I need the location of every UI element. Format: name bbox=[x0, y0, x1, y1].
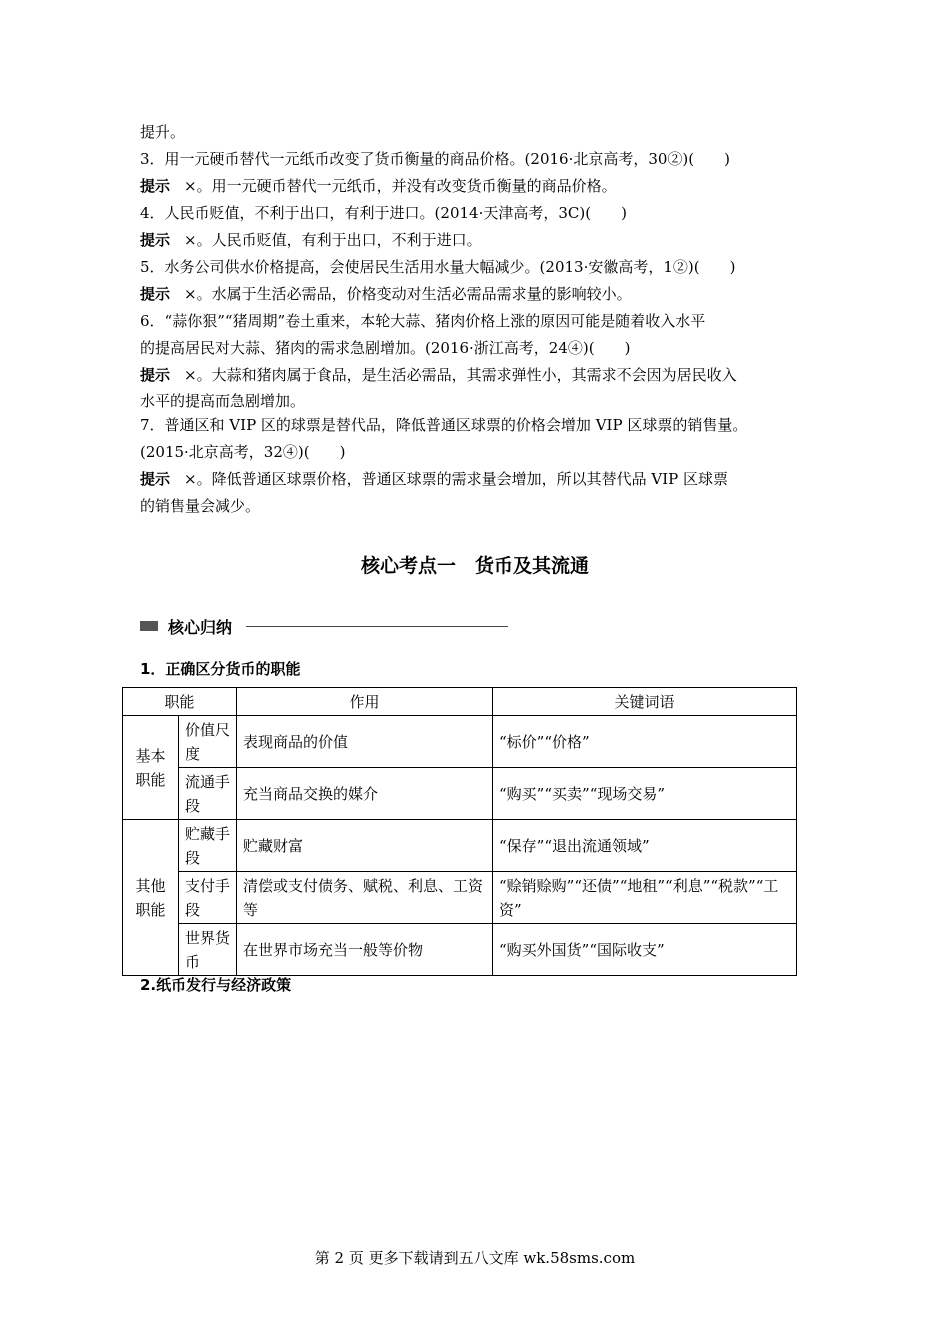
tip-label: 提示 bbox=[140, 366, 171, 384]
role-cell: 在世界市场充当一般等价物 bbox=[237, 924, 493, 976]
subtitle-money-functions: 1．正确区分货币的职能 bbox=[140, 660, 301, 678]
function-cell: 价值尺度 bbox=[179, 716, 237, 768]
page-footer: 第 2 页 更多下载请到五八文库 wk.58sms.com bbox=[314, 1249, 636, 1267]
tip-label: 提示 bbox=[140, 470, 171, 488]
intro-line: 提升。 bbox=[140, 123, 186, 141]
role-cell: 清偿或支付债务、赋税、利息、工资等 bbox=[237, 872, 493, 924]
keywords-cell: “购买”“买卖”“现场交易” bbox=[493, 768, 797, 820]
keywords-cell: “赊销赊购”“还债”“地租”“利息”“税款”“工资” bbox=[493, 872, 797, 924]
role-cell: 贮藏财富 bbox=[237, 820, 493, 872]
question-4: 4．人民币贬值，不利于出口，有利于进口。(2014·天津高考，3C)( ) bbox=[140, 204, 627, 222]
header-role: 作用 bbox=[237, 688, 493, 716]
tip-7-line2: 的销售量会减少。 bbox=[140, 497, 261, 515]
section-title: 核心考点一 货币及其流通 bbox=[360, 555, 589, 577]
money-functions-table bbox=[122, 687, 797, 976]
tip-6-line1: 提示 ×。大蒜和猪肉属于食品，是生活必需品，其需求弹性小，其需求不会因为居民收入 bbox=[140, 366, 737, 384]
heading-rule bbox=[246, 626, 508, 627]
role-cell: 充当商品交换的媒介 bbox=[237, 768, 493, 820]
question-5: 5．水务公司供水价格提高，会使居民生活用水量大幅减少。(2013·安徽高考，1②)( ) bbox=[140, 258, 736, 276]
function-cell: 流通手段 bbox=[179, 768, 237, 820]
function-cell: 贮藏手段 bbox=[179, 820, 237, 872]
function-cell: 世界货币 bbox=[179, 924, 237, 976]
keywords-cell: “标价”“价格” bbox=[493, 716, 797, 768]
table-row bbox=[123, 716, 797, 768]
keywords-cell: “保存”“退出流通领域” bbox=[493, 820, 797, 872]
subtitle-paper-money: 2.纸币发行与经济政策 bbox=[140, 976, 292, 994]
core-summary-label: 核心归纳 bbox=[168, 617, 233, 637]
tip-7-line1: 提示 ×。降低普通区球票价格，普通区球票的需求量会增加，所以其替代品 VIP 区球票 bbox=[140, 470, 728, 488]
core-summary-heading bbox=[140, 615, 508, 637]
role-cell: 表现商品的价值 bbox=[237, 716, 493, 768]
table-row bbox=[123, 872, 797, 924]
table-row bbox=[123, 924, 797, 976]
function-cell: 支付手段 bbox=[179, 872, 237, 924]
keywords-cell: “购买外国货”“国际收支” bbox=[493, 924, 797, 976]
header-keywords: 关键词语 bbox=[493, 688, 797, 716]
category-basic: 基本职能 bbox=[123, 716, 179, 820]
question-7-line2: (2015·北京高考，32④)( ) bbox=[140, 443, 346, 461]
table-row bbox=[123, 768, 797, 820]
tip-5: 提示 ×。水属于生活必需品，价格变动对生活必需品需求量的影响较小。 bbox=[140, 285, 632, 303]
header-function: 职能 bbox=[123, 688, 237, 716]
question-6-line1: 6．“蒜你狠”“猪周期”卷土重来，本轮大蒜、猪肉价格上涨的原因可能是随着收入水平 bbox=[140, 312, 706, 330]
question-6-line2: 的提高居民对大蒜、猪肉的需求急剧增加。(2016·浙江高考，24④)( ) bbox=[140, 339, 631, 357]
tip-4: 提示 ×。人民币贬值，有利于出口，不利于进口。 bbox=[140, 231, 482, 249]
square-bullet-icon bbox=[140, 621, 158, 631]
question-3: 3．用一元硬币替代一元纸币改变了货币衡量的商品价格。(2016·北京高考，30②)( ) bbox=[140, 150, 730, 168]
table-header-row bbox=[123, 688, 797, 716]
tip-6-line2: 水平的提高而急剧增加。 bbox=[140, 392, 306, 410]
tip-3: 提示 ×。用一元硬币替代一元纸币，并没有改变货币衡量的商品价格。 bbox=[140, 177, 617, 195]
tip-label: 提示 bbox=[140, 177, 171, 195]
tip-label: 提示 bbox=[140, 285, 171, 303]
question-7-line1: 7．普通区和 VIP 区的球票是替代品，降低普通区球票的价格会增加 VIP 区球票的销售量。 bbox=[140, 416, 748, 434]
category-other: 其他职能 bbox=[123, 820, 179, 976]
table-row bbox=[123, 820, 797, 872]
tip-label: 提示 bbox=[140, 231, 171, 249]
